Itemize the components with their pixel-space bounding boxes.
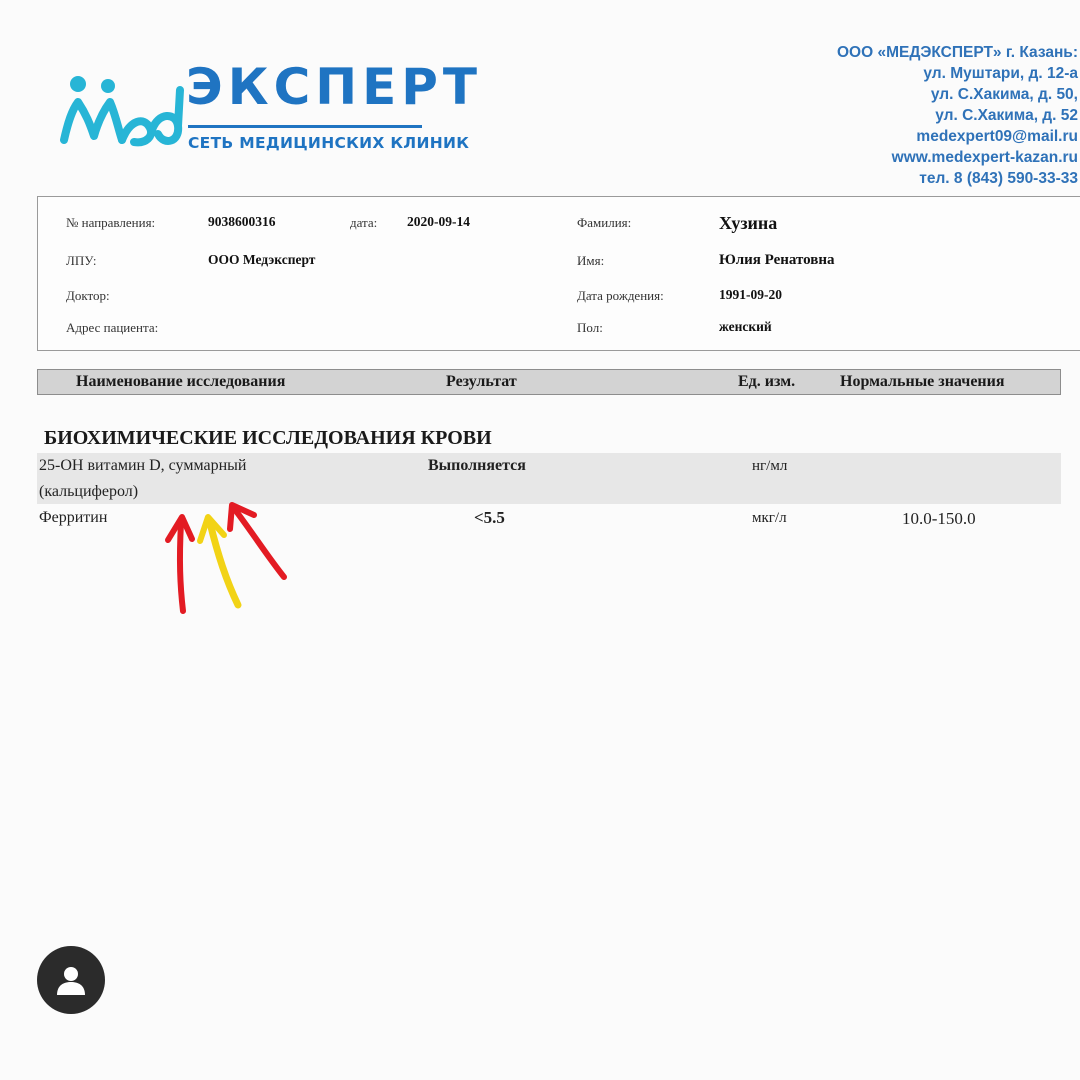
lpu-label: ЛПУ: [66, 253, 97, 268]
address-label: Адрес пациента: [66, 320, 159, 335]
header-test-name: Наименование исследования [76, 373, 286, 390]
arrow-red-right-icon [236, 511, 284, 577]
sex-label: Пол: [577, 320, 603, 335]
row-ferritin-name: Ферритин [39, 509, 108, 526]
surname-value: Хузина [719, 213, 778, 233]
brand-name: ЭКСПЕРТ [186, 58, 483, 116]
arrow-red-left-icon [180, 523, 183, 611]
profile-button[interactable] [37, 946, 105, 1014]
brand-tagline: СЕТЬ МЕДИЦИНСКИХ КЛИНИК [188, 134, 470, 152]
highlight-arrows [150, 495, 300, 625]
sex-value: женский [719, 319, 772, 334]
surname-label: Фамилия: [577, 215, 632, 230]
contact-line-address-2: ул. С.Хакима, д. 50, [930, 86, 1078, 103]
row-ferritin-normal-range: 10.0-150.0 [902, 509, 976, 528]
lpu-value: ООО Медэксперт [208, 252, 316, 267]
row-vitamin-d-result: Выполняется [428, 457, 526, 474]
header-result: Результат [446, 373, 517, 390]
user-icon [54, 963, 88, 997]
row-ferritin-result: <5.5 [474, 508, 505, 527]
row-vitamin-d-name: 25-OH витамин D, суммарный [39, 457, 247, 474]
name-label: Имя: [577, 253, 605, 268]
birth-date-label: Дата рождения: [577, 288, 664, 303]
contact-line-company: ООО «МЕДЭКСПЕРТ» г. Казань: [836, 44, 1078, 61]
contact-line-email: medexpert09@mail.ru [916, 128, 1078, 145]
referral-label: № направления: [66, 215, 156, 230]
header-unit: Ед. изм. [738, 373, 796, 390]
referral-number: 9038600316 [208, 214, 276, 229]
row-ferritin-unit: мкг/л [752, 510, 787, 526]
contact-line-address-3: ул. С.Хакима, д. 52 [935, 107, 1078, 124]
doctor-label: Доктор: [66, 288, 110, 303]
logo-figures-icon [48, 62, 188, 162]
date-value: 2020-09-14 [407, 214, 470, 229]
header-normal-range: Нормальные значения [840, 373, 1005, 390]
date-label: дата: [350, 215, 378, 230]
clinic-contacts [837, 42, 1078, 189]
brand-divider [188, 125, 422, 128]
row-vitamin-d-name-2: (кальциферол) [39, 483, 139, 500]
patient-info-box [37, 196, 1080, 351]
contact-line-phone: тел. 8 (843) 590-33-33 [919, 170, 1078, 187]
contact-line-address-1: ул. Муштари, д. 12-а [923, 65, 1078, 82]
row-vitamin-d-unit: нг/мл [752, 458, 788, 474]
birth-date-value: 1991-09-20 [719, 287, 782, 302]
name-value: Юлия Ренатовна [719, 252, 835, 268]
results-table-header [37, 369, 1061, 395]
contact-line-website: www.medexpert-kazan.ru [891, 149, 1078, 166]
section-title: БИОХИМИЧЕСКИЕ ИССЛЕДОВАНИЯ КРОВИ [44, 427, 492, 449]
